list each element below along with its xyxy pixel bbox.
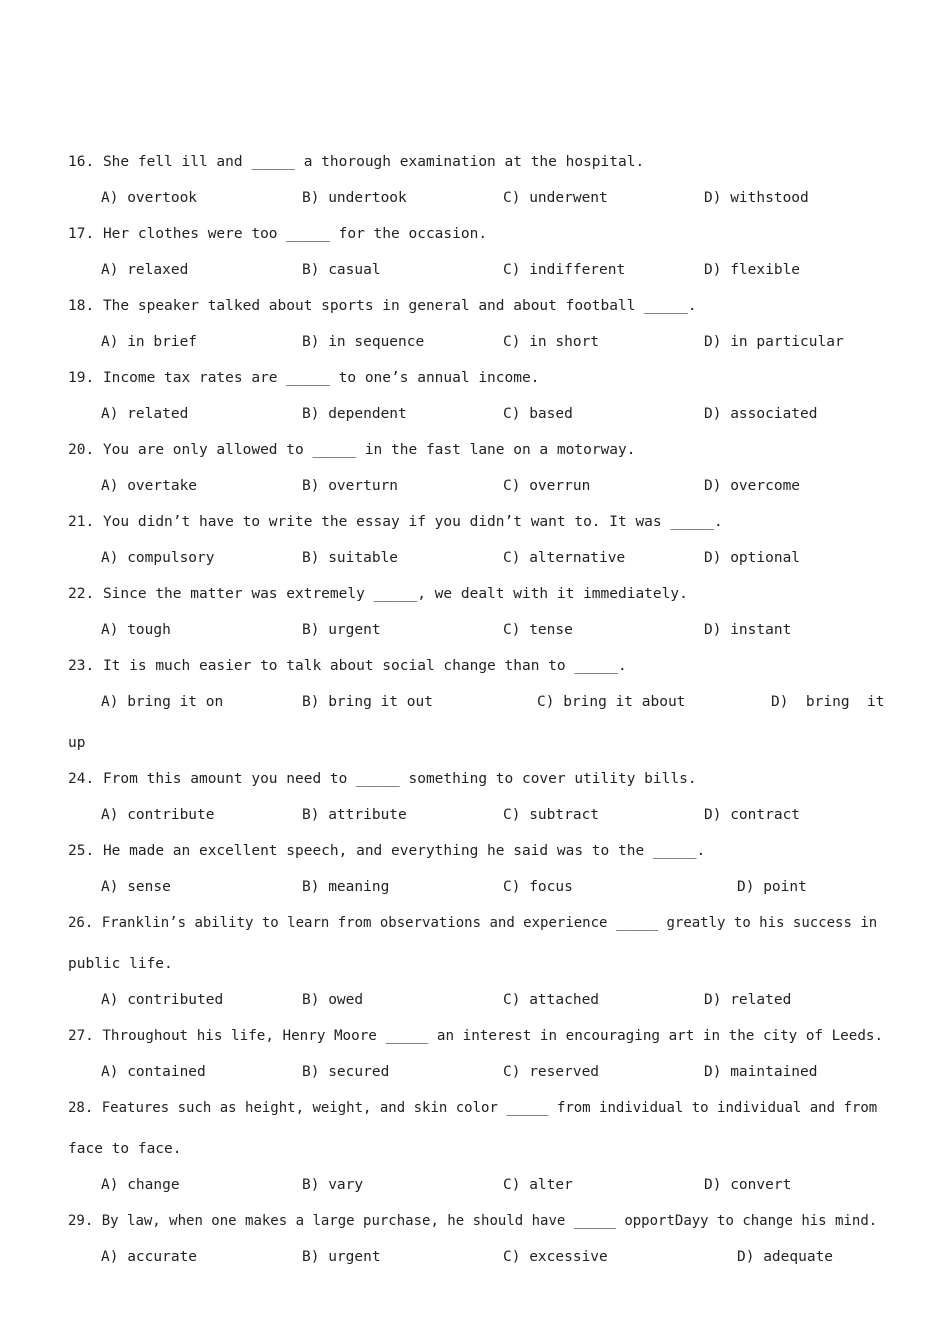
option-d: D) related — [704, 992, 792, 1008]
question-stem: It is much easier to talk about social change than to _____. — [102, 658, 627, 674]
option-a: A) overtook — [101, 190, 198, 206]
option-c: C) focus — [503, 879, 573, 895]
question-stem: Franklin’s ability to learn from observations and experience _____ greatly to his success in — [101, 915, 878, 931]
option-d: D) maintained — [704, 1064, 818, 1080]
option-b: B) meaning — [302, 879, 390, 895]
option-b: B) dependent — [302, 406, 407, 422]
option-b: B) attribute — [302, 807, 407, 823]
question-22 — [68, 585, 688, 603]
question-stem-continued: face to face. — [68, 1141, 182, 1157]
option-c: C) based — [503, 406, 573, 422]
question-17 — [68, 225, 487, 243]
option-b: B) bring it out — [302, 694, 433, 710]
question-number: 21. — [68, 514, 95, 530]
option-a: A) bring it on — [101, 694, 224, 710]
option-d: D) adequate — [737, 1249, 834, 1265]
question-19 — [68, 369, 539, 387]
question-stem-continued: public life. — [68, 956, 173, 972]
option-b: B) suitable — [302, 550, 399, 566]
question-24 — [68, 770, 697, 788]
question-27 — [68, 1027, 883, 1045]
option-b: B) urgent — [302, 622, 381, 638]
option-c: C) indifferent — [503, 262, 626, 278]
question-number: 27. — [68, 1028, 94, 1044]
option-d: D) flexible — [704, 262, 801, 278]
option-a: A) tough — [101, 622, 171, 638]
option-a: A) contribute — [101, 807, 215, 823]
question-stem: From this amount you need to _____ something to cover utility bills. — [102, 771, 697, 787]
question-number: 26. — [68, 915, 94, 931]
option-a: A) sense — [101, 879, 171, 895]
question-stem: By law, when one makes a large purchase, he should have _____ opportDayy to change his mind. — [101, 1213, 878, 1229]
option-d: D) optional — [704, 550, 801, 566]
option-d: D) overcome — [704, 478, 801, 494]
question-18 — [68, 297, 697, 315]
option-b: B) casual — [302, 262, 381, 278]
option-b: B) urgent — [302, 1249, 381, 1265]
question-number: 19. — [68, 370, 95, 386]
question-number: 16. — [68, 154, 95, 170]
option-d: D) associated — [704, 406, 818, 422]
option-c: C) bring it about — [537, 694, 686, 710]
option-a: A) contained — [101, 1064, 206, 1080]
option-a: A) relaxed — [101, 262, 189, 278]
option-b: B) owed — [302, 992, 364, 1008]
option-d: D) instant — [704, 622, 792, 638]
option-b: B) overturn — [302, 478, 399, 494]
question-number: 28. — [68, 1100, 94, 1116]
question-stem: The speaker talked about sports in general and about football _____. — [102, 298, 697, 314]
question-number: 17. — [68, 226, 95, 242]
question-20 — [68, 441, 635, 459]
question-number: 20. — [68, 442, 95, 458]
option-b: B) undertook — [302, 190, 407, 206]
option-d: D) bring it — [771, 694, 885, 710]
option-a: A) contributed — [101, 992, 224, 1008]
question-number: 23. — [68, 658, 95, 674]
question-number: 18. — [68, 298, 95, 314]
question-25 — [68, 842, 705, 860]
option-a: A) in brief — [101, 334, 198, 350]
option-a: A) change — [101, 1177, 180, 1193]
option-d: D) point — [737, 879, 807, 895]
question-stem: Throughout his life, Henry Moore _____ an interest in encouraging art in the city of Leeds. — [102, 1028, 884, 1044]
option-c: C) tense — [503, 622, 573, 638]
question-21 — [68, 513, 723, 531]
option-c: C) attached — [503, 992, 600, 1008]
question-stem: Income tax rates are _____ to one’s annual income. — [102, 370, 540, 386]
question-26 — [68, 914, 877, 932]
question-stem: Her clothes were too _____ for the occasion. — [102, 226, 488, 242]
question-stem: Features such as height, weight, and skin color _____ from individual to individual and from — [101, 1100, 878, 1116]
option-c: C) overrun — [503, 478, 591, 494]
question-number: 25. — [68, 843, 95, 859]
option-d: D) contract — [704, 807, 801, 823]
option-b: B) in sequence — [302, 334, 425, 350]
question-number: 22. — [68, 586, 95, 602]
option-a: A) related — [101, 406, 189, 422]
option-a: A) overtake — [101, 478, 198, 494]
option-c: C) alternative — [503, 550, 626, 566]
option-c: C) in short — [503, 334, 600, 350]
option-c: C) underwent — [503, 190, 608, 206]
question-16 — [68, 153, 644, 171]
option-c: C) reserved — [503, 1064, 600, 1080]
option-c: C) excessive — [503, 1249, 608, 1265]
question-stem: You are only allowed to _____ in the fast lane on a motorway. — [102, 442, 636, 458]
question-stem: You didn’t have to write the essay if you didn’t want to. It was _____. — [102, 514, 723, 530]
option-c: C) subtract — [503, 807, 600, 823]
option-d: D) withstood — [704, 190, 809, 206]
question-stem: She fell ill and _____ a thorough examination at the hospital. — [102, 154, 645, 170]
option-b: B) vary — [302, 1177, 364, 1193]
question-number: 24. — [68, 771, 95, 787]
option-c: C) alter — [503, 1177, 573, 1193]
question-23 — [68, 657, 627, 675]
question-stem: He made an excellent speech, and everything he said was to the _____. — [102, 843, 706, 859]
option-b: B) secured — [302, 1064, 390, 1080]
question-28 — [68, 1099, 877, 1117]
question-stem: Since the matter was extremely _____, we dealt with it immediately. — [102, 586, 688, 602]
option-d-continued: up — [68, 735, 86, 751]
option-a: A) compulsory — [101, 550, 215, 566]
option-d: D) in particular — [704, 334, 844, 350]
question-number: 29. — [68, 1213, 94, 1229]
question-29 — [68, 1212, 877, 1230]
option-a: A) accurate — [101, 1249, 198, 1265]
option-d: D) convert — [704, 1177, 792, 1193]
